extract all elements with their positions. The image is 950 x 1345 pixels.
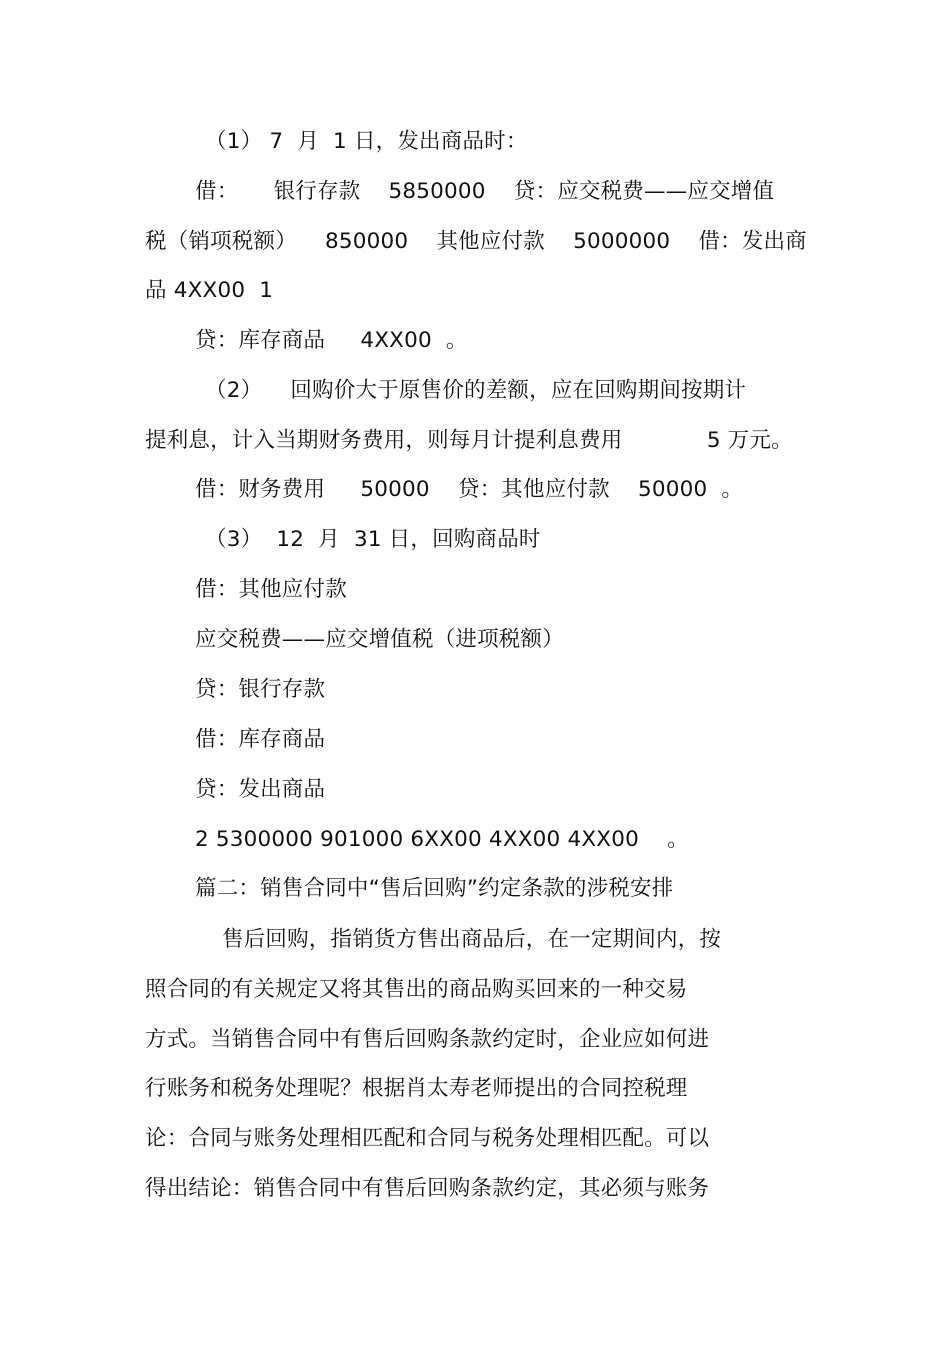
text-line: 贷：发出商品 [195,777,326,802]
text-line: 售后回购，指销货方售出商品后，在一定期间内，按 [222,927,722,952]
text-line: 得出结论：销售合同中有售后回购条款约定，其必须与账务 [145,1176,710,1201]
text-line: 借：财务费用 50000 贷：其他应付款 50000 。 [195,477,744,502]
text-line: 贷：库存商品 4XX00 。 [195,328,468,353]
text-line: 2 5300000 901000 6XX00 4XX00 4XX00 。 [195,827,689,852]
text-line: 应交税费——应交增值税（进项税额） [195,627,564,652]
text-line: 借： 银行存款 5850000 贷：应交税费——应交增值 [195,179,775,204]
text-line: （3） 12 月 31 日，回购商品时 [205,527,541,552]
text-line: 论：合同与账务处理相匹配和合同与税务处理相匹配。可以 [145,1126,710,1151]
text-line: 方式。当销售合同中有售后回购条款约定时，企业应如何进 [145,1027,710,1052]
text-line: 照合同的有关规定又将其售出的商品购买回来的一种交易 [145,977,688,1002]
text-line: 行账务和税务处理呢？根据肖太寿老师提出的合同控税理 [145,1076,688,1101]
text-line: 税（销项税额） 850000 其他应付款 5000000 借：发出商 [145,229,807,254]
text-line: （2） 回购价大于原售价的差额，应在回购期间按期计 [205,378,747,403]
text-line: （1） 7 月 1 日，发出商品时： [205,129,528,154]
section-heading: 篇二：销售合同中“售后回购”约定条款的涉税安排 [195,876,674,901]
text-line: 贷：银行存款 [195,677,326,702]
text-line: 借：其他应付款 [195,577,347,602]
text-line: 借：库存商品 [195,727,326,752]
text-line: 提利息，计入当期财务费用，则每月计提利息费用 5 万元。 [145,428,793,453]
text-line: 品 4XX00 1 [145,278,274,303]
